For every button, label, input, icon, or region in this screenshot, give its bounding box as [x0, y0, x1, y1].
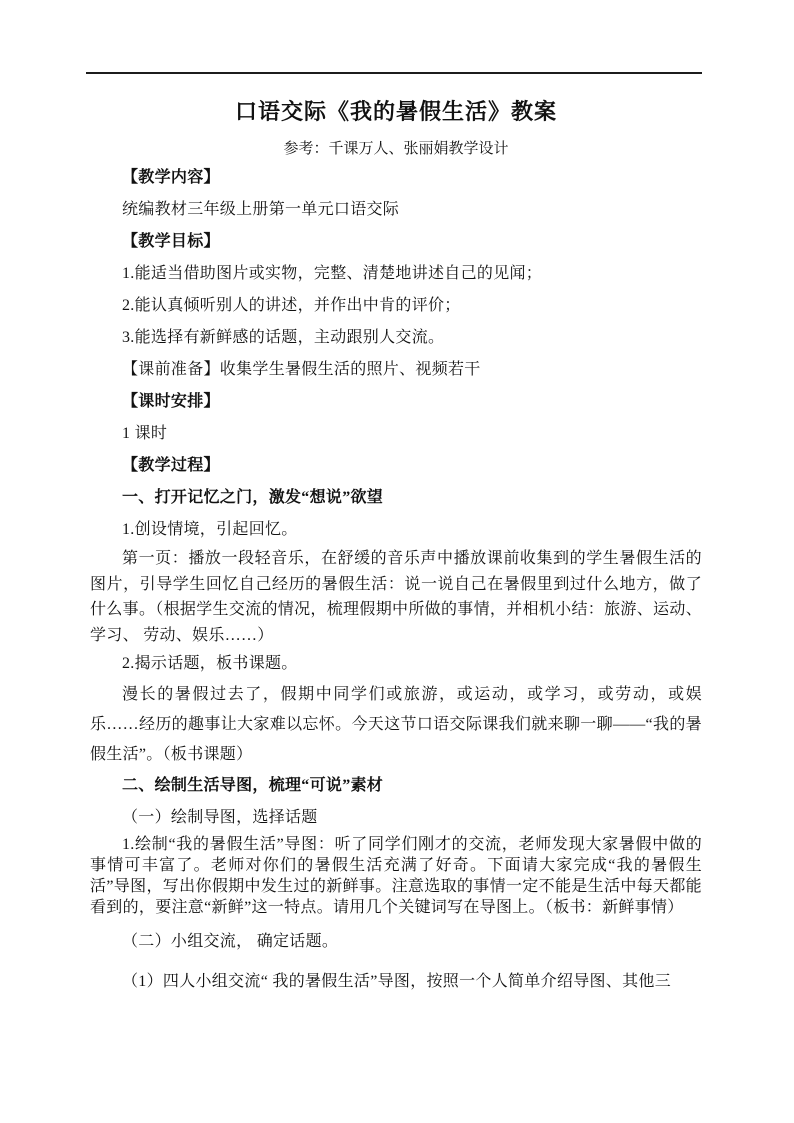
paragraph: 【教学内容】 [122, 169, 220, 186]
document-body [90, 162, 702, 998]
paragraph: （一）绘制导图，选择话题 [122, 809, 318, 826]
paragraph: 2.能认真倾听别人的讲述，并作出中肯的评价； [122, 297, 461, 314]
page-subtitle: 参考：千课万人、张丽娟教学设计 [283, 141, 509, 157]
paragraph: 1 课时 [122, 425, 168, 442]
paragraph: 漫长的暑假过去了，假期中同学们或旅游，或运动，或学习，或劳动，或娱乐……经历的趣事让大家难以忘怀。今天这节口语交际课我们就来聊一聊——“我的暑假生活”。（板书课题） [90, 686, 702, 763]
paragraph: 【教学目标】 [122, 233, 220, 250]
paragraph: 3.能选择有新鲜感的话题，主动跟别人交流。 [122, 329, 445, 346]
paragraph: 二、绘制生活导图，梳理“可说”素材 [122, 777, 384, 794]
paragraph: 1.能适当借助图片或实物，完整、清楚地讲述自己的见闻； [122, 265, 543, 282]
header-rule [86, 72, 702, 74]
paragraph: 2.揭示话题，板书课题。 [122, 655, 298, 672]
paragraph: 一、打开记忆之门，激发“想说”欲望 [122, 489, 384, 506]
paragraph: 【教学过程】 [122, 457, 220, 474]
paragraph: 1.绘制“我的暑假生活”导图：听了同学们刚才的交流，老师发现大家暑假中做的事情可丰富了。老师对你们的暑假生活充满了好奇。下面请大家完成“我的暑假生活”导图，写出你假期中发生过的新鲜事。注意选取的事情一定不能是生活中每天都能看到的，要注意“新鲜”这一特点。请用几个关键词写在导图上。（板书：新鲜事情） [90, 836, 702, 916]
page-title: 口语交际《我的暑假生活》教案 [234, 99, 557, 124]
paragraph: 【课前准备】收集学生暑假生活的照片、视频若干 [122, 361, 481, 378]
paragraph: 第一页：播放一段轻音乐，在舒缓的音乐声中播放课前收集到的学生暑假生活的图片，引导学生回忆自己经历的暑假生活：说一说自己在暑假里到过什么地方，做了什么事。（根据学生交流的情况，梳理假期中所做的事情，并相机小结：旅游、运动、学习、 劳动、娱乐……） [90, 550, 702, 644]
paragraph: 【课时安排】 [122, 393, 220, 410]
paragraph: 统编教材三年级上册第一单元口语交际 [122, 201, 400, 218]
paragraph: （1）四人小组交流“ 我的暑假生活”导图，按照一个人简单介绍导图、其他三 [122, 973, 672, 990]
paragraph: 1.创设情境，引起回忆。 [122, 521, 298, 538]
paragraph: （二）小组交流， 确定话题。 [122, 933, 339, 950]
